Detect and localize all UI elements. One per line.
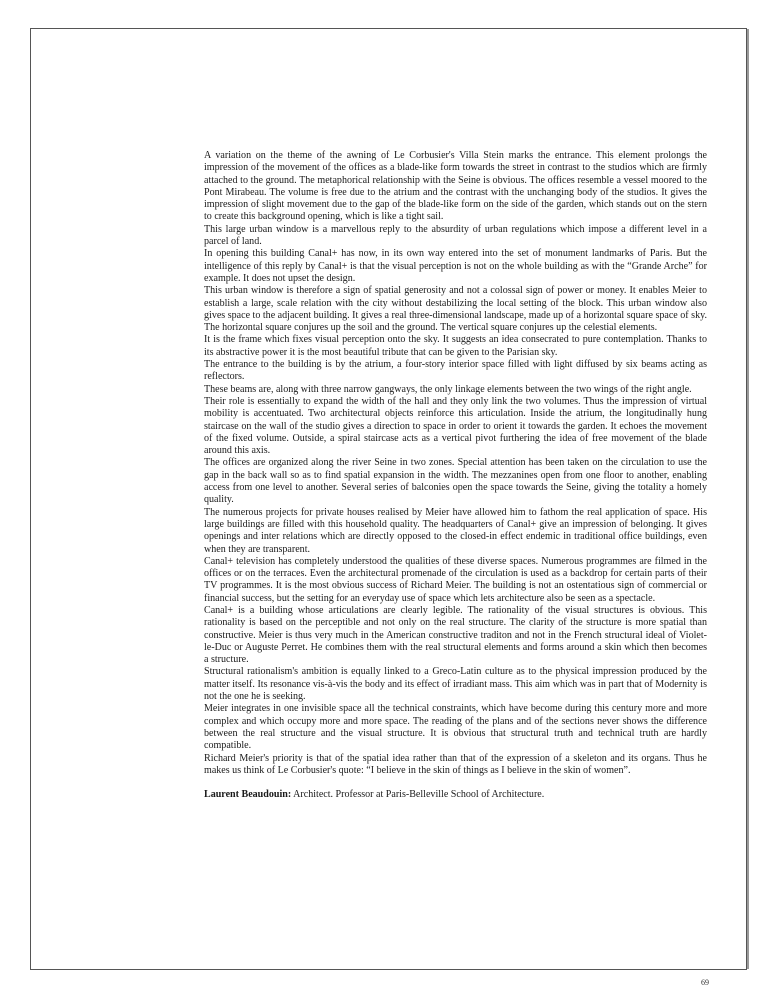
- paragraph: These beams are, along with three narrow gangways, the only linkage elements between the two wings of the right angle.: [204, 383, 692, 395]
- paragraph: Canal+ television has completely understood the qualities of these diverse spaces. Numerous programmes are filmed in the offices or on the terraces. Even the architectural promenade of the circulation is used as a backdrop for certain parts of their TV programmes. It is the most obvious success of Richard Meier. The building is not an ostentatious sign of commercial or financial success, but the setting for an everyday use of space which lets architecture also be seen as a spectacle.: [204, 555, 707, 604]
- paragraph: The offices are organized along the river Seine in two zones. Special attention has been taken on the circulation to use the gap in the back wall so as to find spatial expansion in the width. The mezzanines open from one floor to another, enabling access from one level to another. Several series of balconies open the space towards the Seine, giving the totality a homely quality.: [204, 457, 707, 506]
- paragraph: The entrance to the building is by the atrium, a four-story interior space filled with light diffused by six beams acting as reflectors.: [204, 359, 707, 383]
- author-credit: [204, 789, 707, 801]
- paragraph: It is the frame which fixes visual perception onto the sky. It suggests an idea consecrated to pure contemplation. Thanks to its abstractive power it is the most beautiful tribute that can be given to the Parisian sky.: [204, 334, 707, 358]
- paragraph: A variation on the theme of the awning of Le Corbusier's Villa Stein marks the entrance. This element prolongs the impression of the movement of the offices as a blade-like form towards the street in contrast to the studios which are firmly attached to the ground. The metaphorical relationship with the Seine is obvious. The offices resemble a vessel moored to the Pont Mirabeau. The volume is free due to the atrium and the contrast with the unchanging body of the studios. It gives the impression of slight movement due to the gap of the blade-like form on the side of the garden, which stands out on the stern to create this background opening, which is like a tight sail.: [204, 150, 707, 223]
- article-body: [204, 150, 707, 801]
- page-number: 69: [701, 978, 709, 987]
- paragraph: Meier integrates in one invisible space all the technical constraints, which have become during this century more and more complex and which occupy more and more space. The reading of the plans and of the sections never shows the difference between the real structure and the visual structure. It is obvious that structural truth and technical truth are hardly compatible.: [204, 703, 707, 752]
- author-role: Architect. Professor at Paris-Belleville School of Architecture.: [291, 789, 545, 801]
- paragraph: Structural rationalism's ambition is equally linked to a Greco-Latin culture as to the physical impression produced by the matter itself. Its resonance vis-à-vis the body and its effect of irradiant mass. This aim which was in part that of Modernity is not the one he is seeking.: [204, 666, 707, 703]
- paragraph: Their role is essentially to expand the width of the hall and they only link the two volumes. Thus the impression of virtual mobility is accentuated. Two architectural objects reinforce this articulation. Inside the atrium, the longitudinally hung staircase on the wall of the studio gives a direction to space in order to orient it towards the garden. It echoes the movement of the fixed volume. Outside, a spiral staircase acts as a vertical pivot furthering the idea of free movement of the blade around this axis.: [204, 395, 707, 457]
- paragraph: In opening this building Canal+ has now, in its own way entered into the set of monument landmarks of Paris. But the intelligence of this reply by Canal+ is that the visual perception is not on the whole building as with the “Grande Arche” for example. It does not upset the design.: [204, 248, 707, 284]
- paragraph: The numerous projects for private houses realised by Meier have allowed him to fathom the real application of space. His large buildings are filled with this household quality. The headquarters of Canal+ give an impression of belonging. It gives openings and inter relations which are directly opposed to the closed-in effect endemic in traditional office buildings, even when they are transparent.: [204, 506, 707, 555]
- paragraph: Richard Meier's priority is that of the spatial idea rather than that of the expression of a skeleton and its organs. Thus he makes us think of Le Corbusier's quote: “I believe in the skin of things as I believe in the skin of women”.: [204, 752, 707, 776]
- paragraph: This large urban window is a marvellous reply to the absurdity of urban regulations which impose a different level in a parcel of land.: [204, 223, 707, 248]
- paragraph: Canal+ is a building whose articulations are clearly legible. The rationality of the visual structures is obvious. This rationality is based on the perceptible and not only on the real structure. The clarity of the structure is more spatial than constructive. Meier is thus very much in the American constructive traditon and not in the French structural ideal of Violet-le-Duc or Auguste Perret. He combines them with the real structural elements and forms around a skin which then becomes a structure.: [204, 604, 707, 666]
- author-name: Laurent Beaudouin:: [204, 789, 292, 801]
- paragraph: This urban window is therefore a sign of spatial generosity and not a colossal sign of power or money. It enables Meier to establish a large, scale relation with the city without destabilizing the local setting of the block. This urban window also gives space to the adjacent building. It gives a real three-dimensional landscape, made up of a horizontal square space of sky. The horizontal square conjures up the soil and the ground. The vertical square conjures up the celestial elements.: [204, 285, 707, 334]
